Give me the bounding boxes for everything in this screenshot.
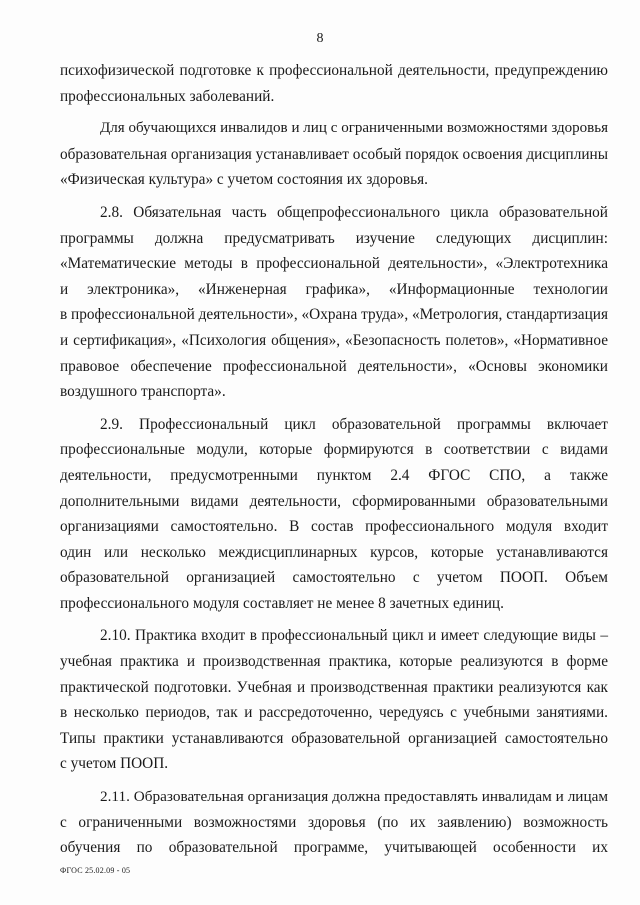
text-line: 2.9. Профессиональный цикл образовательной программы включает	[100, 415, 608, 433]
text-line: 2.11. Образовательная организация должна предоставлять инвалидам и лицам	[100, 788, 608, 806]
text-line: учебная практика и производственная практика, которые реализуются в форме	[60, 653, 608, 671]
text-line: с учетом ПООП.	[60, 755, 169, 773]
text-line: с ограниченными возможностями здоровья (по их заявлению) возможность	[60, 813, 608, 831]
text-line: «Математические методы в профессиональной деятельности», «Электротехника	[60, 255, 608, 273]
text-line: и сертификация», «Психология общения», «Безопасность полетов», «Нормативное	[60, 331, 608, 349]
paragraph-continuation	[60, 58, 608, 109]
paragraph-2-11	[60, 784, 608, 861]
paragraph-2-10	[60, 623, 608, 777]
text-line: практической подготовки. Учебная и производственная практики реализуются как	[60, 678, 608, 696]
text-line: в профессиональной деятельности», «Охрана труда», «Метрология, стандартизация	[60, 306, 608, 324]
text-line: дополнительными видами деятельности, сформированными образовательными	[60, 492, 608, 510]
paragraph-disabled-students	[60, 116, 608, 193]
text-line: Типы практики устанавливаются образовательной организацией самостоятельно	[60, 729, 608, 747]
text-line: 2.8. Обязательная часть общепрофессионального цикла образовательной	[100, 203, 608, 221]
text-line: воздушного транспорта».	[60, 383, 226, 401]
text-line: один или несколько междисциплинарных курсов, которые устанавливаются	[60, 543, 608, 561]
text-line: организациями самостоятельно. В состав профессионального модуля входит	[60, 518, 608, 536]
text-line: обучения по образовательной программе, учитывающей особенности их	[60, 839, 608, 857]
text-line: образовательная организация устанавливает особый порядок освоения дисциплины	[60, 145, 608, 163]
text-line: психофизической подготовке к профессиональной деятельности, предупреждению	[60, 62, 608, 79]
text-line: в несколько периодов, так и рассредоточенно, чередуясь с учебными занятиями.	[60, 704, 608, 722]
text-line: профессиональных заболеваний.	[60, 87, 275, 105]
paragraph-2-8	[60, 200, 608, 405]
text-line: образовательной организацией самостоятельно с учетом ПООП. Объем	[60, 569, 608, 587]
text-line: деятельности, предусмотренными пунктом 2.4 ФГОС СПО, а также	[60, 466, 608, 484]
text-line: программы должна предусматривать изучение следующих дисциплин:	[60, 229, 608, 247]
text-line: и электроника», «Инженерная графика», «Информационные технологии	[60, 280, 608, 298]
paragraph-2-9	[60, 412, 608, 617]
text-line: 2.10. Практика входит в профессиональный цикл и имеет следующие виды –	[100, 627, 608, 645]
document-code-footer: ФГОС 25.02.09 - 05	[60, 866, 131, 875]
text-line: Для обучающихся инвалидов и лиц с ограниченными возможностями здоровья	[100, 120, 608, 137]
page-number: 8	[316, 31, 324, 46]
text-line: «Физическая культура» с учетом состояния их здоровья.	[60, 171, 428, 189]
text-line: профессиональные модули, которые формируются в соответствии с видами	[60, 441, 608, 459]
text-line: профессионального модуля составляет не менее 8 зачетных единиц.	[60, 594, 504, 612]
text-line: правовое обеспечение профессиональной деятельности», «Основы экономики	[60, 357, 608, 375]
document-body	[60, 58, 608, 861]
